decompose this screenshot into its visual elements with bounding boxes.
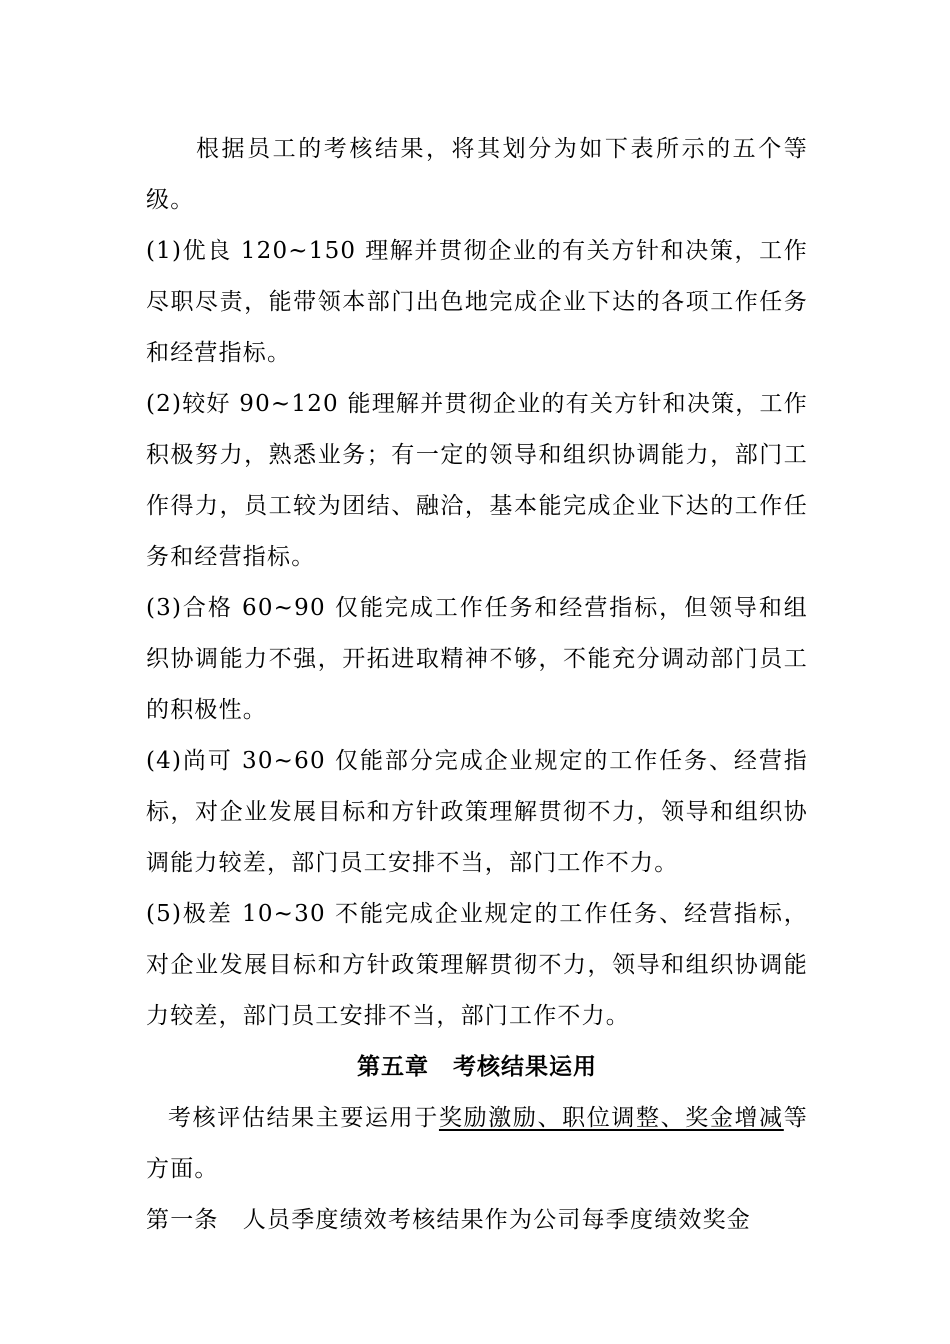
- document-page: [146, 124, 808, 1246]
- grade-fair: (4)尚可 30~60 仅能部分完成企业规定的工作任务、经营指标，对企业发展目标和方针政策理解贯彻不力，领导和组织协调能力较差，部门员工安排不当，部门工作不力。: [146, 748, 808, 876]
- grade-excellent: (1)优良 120~150 理解并贯彻企业的有关方针和决策，工作尽职尽责，能带领本部门出色地完成企业下达的各项工作任务和经营指标。: [146, 238, 808, 366]
- grade-good: (2)较好 90~120 能理解并贯彻企业的有关方针和决策，工作积极努力，熟悉业务；有一定的领导和组织协调能力，部门工作得力，员工较为团结、融洽，基本能完成企业下达的工作任务和经营指标。: [146, 391, 808, 570]
- usage-prefix: 考核评估结果主要运用于: [168, 1105, 439, 1131]
- article-1: 第一条 人员季度绩效考核结果作为公司每季度绩效奖金: [146, 1207, 751, 1233]
- intro-paragraph: 根据员工的考核结果，将其划分为如下表所示的五个等级。: [146, 136, 808, 213]
- grade-qualified: (3)合格 60~90 仅能完成工作任务和经营指标，但领导和组织协调能力不强，开拓进取精神不够，不能充分调动部门员工的积极性。: [146, 595, 808, 723]
- grade-poor: (5)极差 10~30 不能完成企业规定的工作任务、经营指标，对企业发展目标和方针政策理解贯彻不力，领导和组织协调能力较差，部门员工安排不当，部门工作不力。: [146, 901, 808, 1029]
- usage-suffix: 等方面。: [146, 1105, 808, 1182]
- chapter-title: 第五章 考核结果运用: [357, 1054, 597, 1080]
- usage-underlined: 奖励激励、职位调整、奖金增减: [438, 1105, 784, 1131]
- usage-paragraph: [146, 1093, 808, 1195]
